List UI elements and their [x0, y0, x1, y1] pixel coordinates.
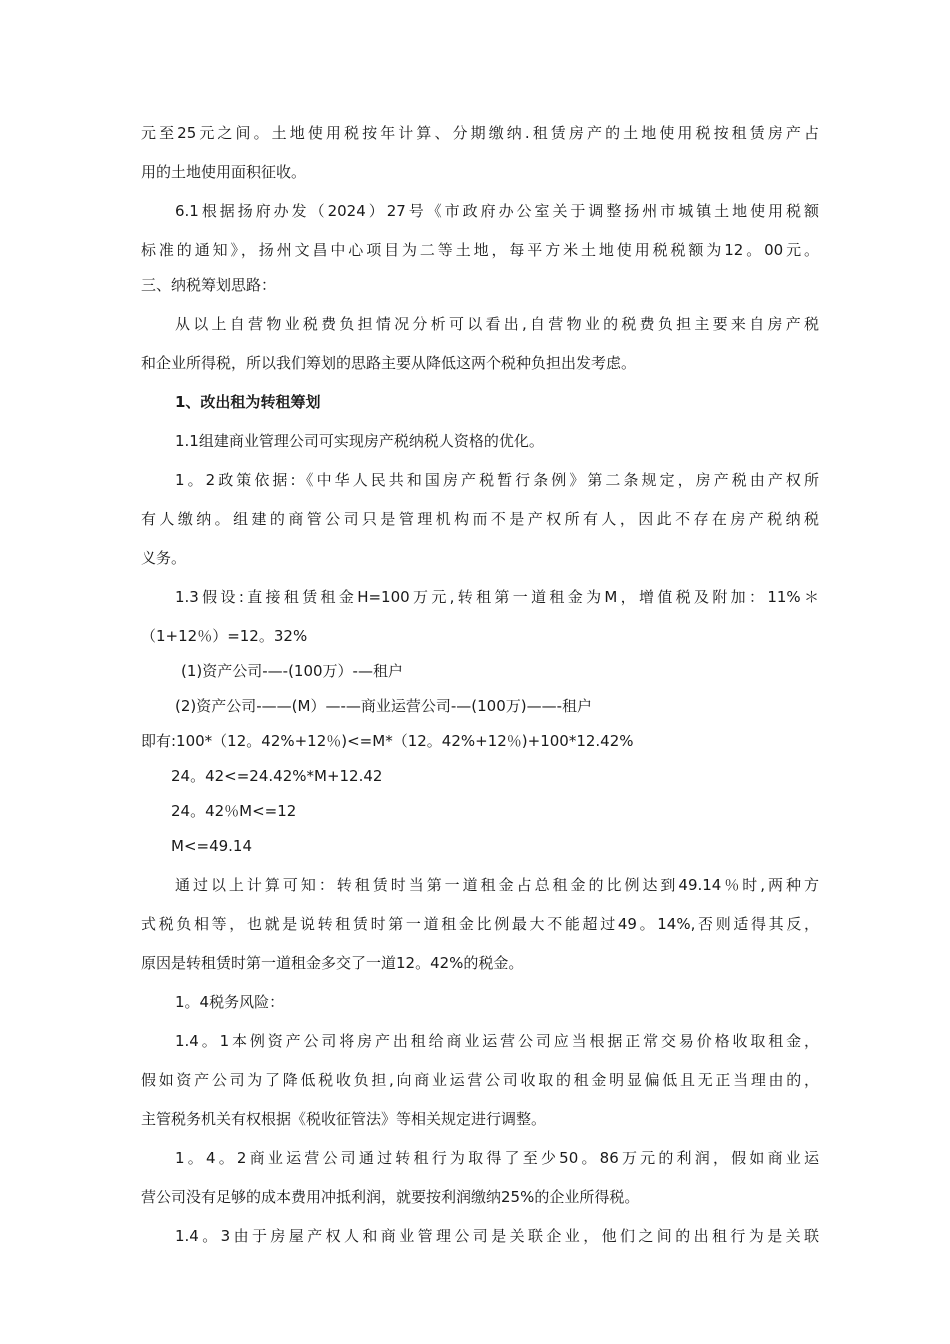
- paragraph-line: 原因是转租赁时第一道租金多交了一道12。42%的税金。: [141, 954, 524, 972]
- document-body: [141, 122, 819, 1248]
- formula-line: 即有:100*（12。42%+12％)<=M*（12。42%+12％)+100*12.42%: [141, 732, 634, 750]
- paragraph-line: 从以上自营物业税费负担情况分析可以看出,自营物业的税费负担主要来自房产税: [175, 315, 819, 333]
- formula-line: 24。42<=24.42%*M+12.42: [171, 767, 383, 785]
- paragraph-line: 通过以上计算可知：转租赁时当第一道租金占总租金的比例达到49.14％时,两种方: [175, 876, 819, 894]
- paragraph-line: 式税负相等，也就是说转租赁时第一道租金比例最大不能超过49。14%,否则适得其反，: [141, 915, 819, 933]
- paragraph-line: 1。4。2商业运营公司通过转租行为取得了至少50。86万元的利润，假如商业运: [175, 1149, 819, 1167]
- paragraph-line: （1+12％）=12。32%: [141, 627, 308, 645]
- paragraph-line: 标准的通知》，扬州文昌中心项目为二等土地，每平方米土地使用税税额为12。00元。: [141, 241, 819, 259]
- paragraph-line: 主管税务机关有权根据《税收征管法》等相关规定进行调整。: [141, 1110, 547, 1128]
- formula-line: (1)资产公司-—-(100万）-—租户: [181, 662, 403, 680]
- formula-line: M<=49.14: [171, 837, 253, 855]
- paragraph-line: 1。4税务风险：: [175, 993, 285, 1011]
- section-heading: 三、纳税筹划思路：: [141, 276, 277, 294]
- paragraph-line: 假如资产公司为了降低税收负担,向商业运营公司收取的租金明显偏低且无正当理由的，: [141, 1071, 819, 1089]
- paragraph-line: 义务。: [141, 549, 187, 567]
- subsection-heading: 1、改出租为转租筹划: [175, 393, 321, 411]
- paragraph-line: 1.3假设:直接租赁租金H=100万元,转租第一道租金为M，增值税及附加：11%＊: [175, 588, 819, 606]
- paragraph-line: 1.4。1本例资产公司将房产出租给商业运营公司应当根据正常交易价格收取租金，: [175, 1032, 819, 1050]
- paragraph-line: 1.4。3由于房屋产权人和商业管理公司是关联企业，他们之间的出租行为是关联: [175, 1227, 819, 1245]
- paragraph-line: 用的土地使用面积征收。: [141, 163, 307, 181]
- paragraph-line: 营公司没有足够的成本费用冲抵利润，就要按利润缴纳25%的企业所得税。: [141, 1188, 640, 1206]
- formula-line: (2)资产公司-——(M）—-—商业运营公司-—(100万)——-租户: [175, 697, 593, 715]
- paragraph-line: 1.1组建商业管理公司可实现房产税纳税人资格的优化。: [175, 432, 544, 450]
- formula-line: 24。42％M<=12: [171, 802, 297, 820]
- paragraph-line: 元至25元之间。土地使用税按年计算、分期缴纳.租赁房产的土地使用税按租赁房产占: [141, 124, 819, 142]
- paragraph-line: 和企业所得税，所以我们筹划的思路主要从降低这两个税种负担出发考虑。: [141, 354, 637, 372]
- paragraph-line: 6.1根据扬府办发（2024）27号《市政府办公室关于调整扬州市城镇土地使用税额: [175, 202, 819, 220]
- paragraph-line: 1。2政策依据:《中华人民共和国房产税暂行条例》第二条规定，房产税由产权所: [175, 471, 819, 489]
- paragraph-line: 有人缴纳。组建的商管公司只是管理机构而不是产权所有人，因此不存在房产税纳税: [141, 510, 819, 528]
